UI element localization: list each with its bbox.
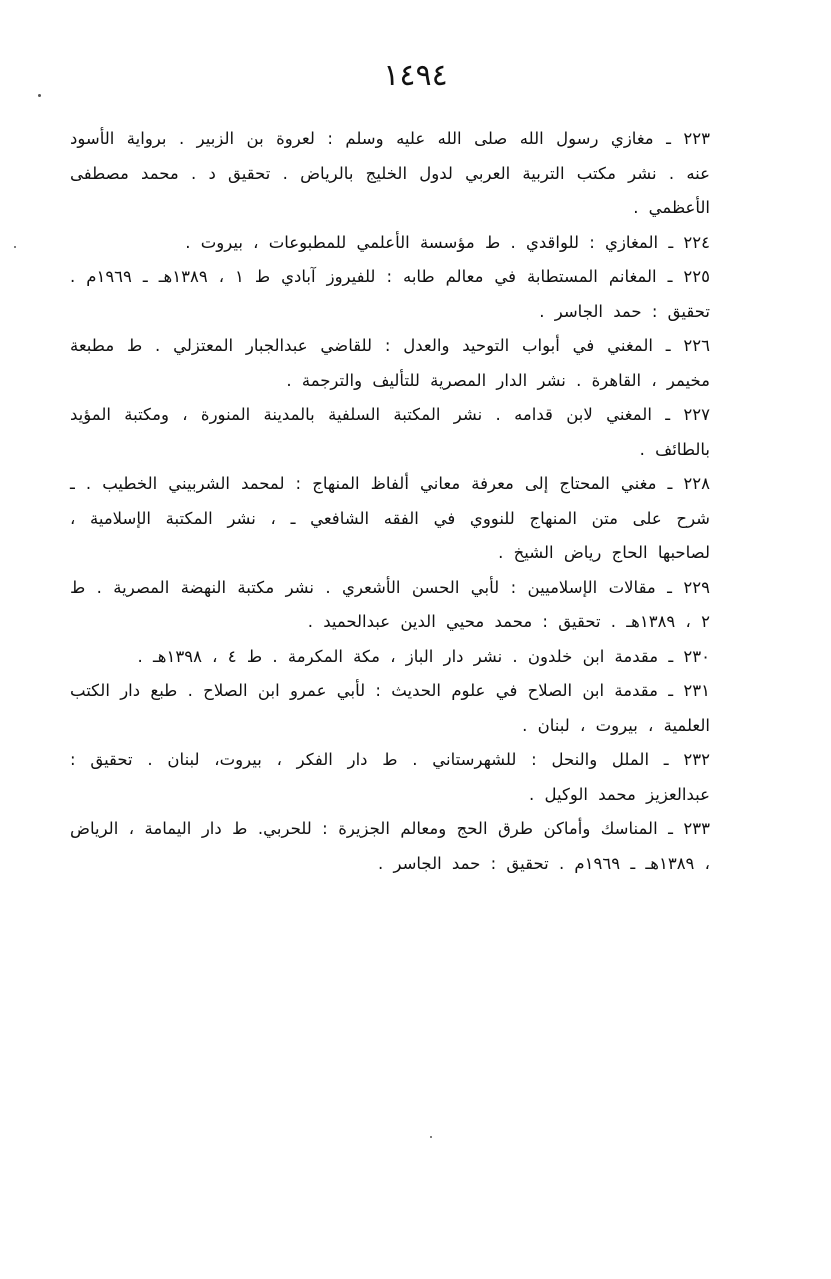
bibliography-entry-224: ٢٢٤ ـ المغازي : للواقدي . ط مؤسسة الأعلمي للمطبوعات ، بيروت . [185,232,710,252]
bibliography-entry-226: ٢٢٦ ـ المغني في أبواب التوحيد والعدل : للقاضي عبدالجبار المعتزلي . ط مطبعة مخيمر ، القاهرة . نشر الدار المصرية للتأليف والترجمة . [70,336,710,390]
bibliography-entry-230: ٢٣٠ ـ مقدمة ابن خلدون . نشر دار الباز ، مكة المكرمة . ط ٤ ، ١٣٩٨هـ . [137,646,710,666]
bibliography-entry-233: ٢٣٣ ـ المناسك وأماكن طرق الحج ومعالم الجزيرة : للحربي. ط دار اليمامة ، الرياض ، ١٣٨٩هـ ـ ١٩٦٩م . تحقيق : حمد الجاسر . [70,819,710,873]
bibliography-list [70,122,710,881]
scan-speck [38,94,41,97]
bibliography-entry-229: ٢٢٩ ـ مقالات الإسلاميين : لأبي الحسن الأشعري . نشر مكتبة النهضة المصرية . ط ٢ ، ١٣٨٩هـ . تحقيق : محمد محيي الدين عبدالحميد . [70,577,710,631]
scan-speck [430,1136,432,1138]
bibliography-entry-228: ٢٢٨ ـ مغني المحتاج إلى معرفة معاني ألفاظ المنهاج : لمحمد الشربيني الخطيب . ـ شرح على متن المنهاج للنووي في الفقه الشافعي ـ ، نشر المكتبة الإسلامية ، لصاحبها الحاج رياض الشيخ . [70,474,710,562]
scan-speck [14,246,16,248]
bibliography-entry-223: ٢٢٣ ـ مغازي رسول الله صلى الله عليه وسلم : لعروة بن الزبير . برواية الأسود عنه . نشر مكتب التربية العربي لدول الخليج بالرياض . تحقيق د . محمد مصطفى الأعظمي . [70,129,710,217]
page-number: ١٤٩٤ [383,58,448,93]
bibliography-entry-231: ٢٣١ ـ مقدمة ابن الصلاح في علوم الحديث : لأبي عمرو ابن الصلاح . طبع دار الكتب العلمية ، بيروت ، لبنان . [70,681,710,735]
bibliography-entry-227: ٢٢٧ ـ المغني لابن قدامه . نشر المكتبة السلفية بالمدينة المنورة ، ومكتبة المؤيد بالطائف . [70,405,710,459]
bibliography-entry-232: ٢٣٢ ـ الملل والنحل : للشهرستاني . ط دار الفكر ، بيروت، لبنان . تحقيق : عبدالعزيز محمد الوكيل . [70,750,710,804]
bibliography-entry-225: ٢٢٥ ـ المغانم المستطابة في معالم طابه : للفيروز آبادي ط ١ ، ١٣٨٩هـ ـ ١٩٦٩م . تحقيق : حمد الجاسر . [70,267,710,321]
